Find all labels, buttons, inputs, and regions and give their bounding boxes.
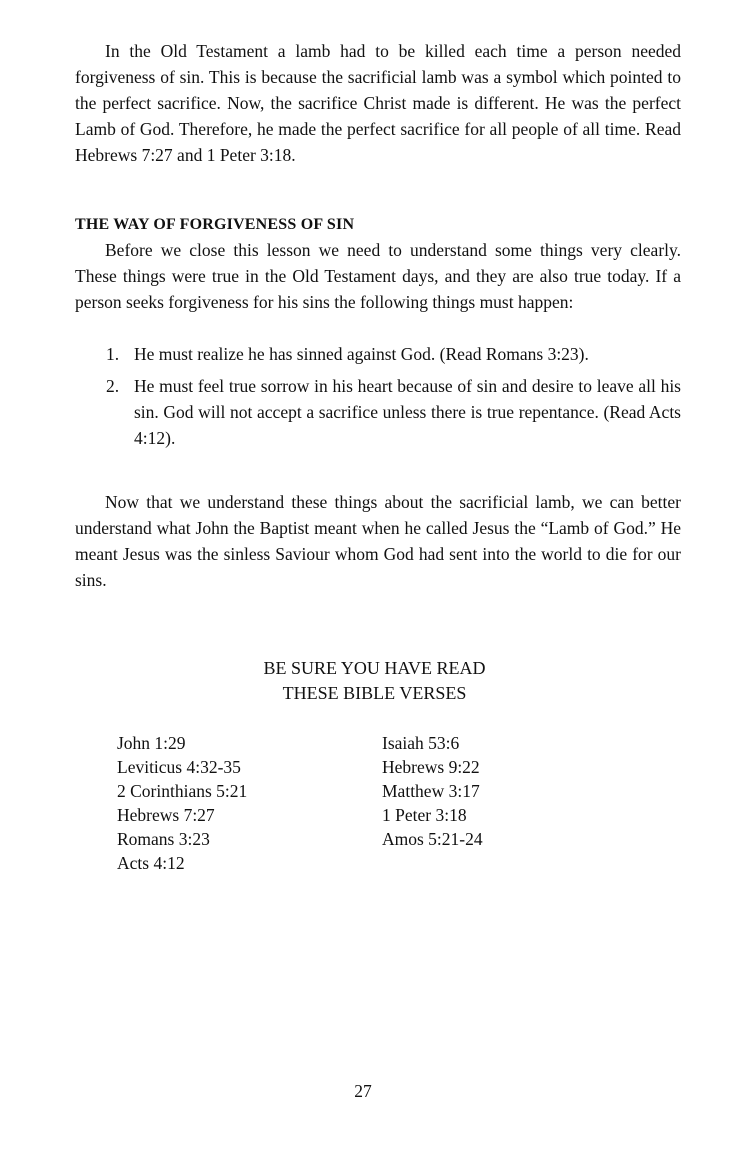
verses-title-line: BE SURE YOU HAVE READ <box>263 658 486 678</box>
verse-ref: Hebrews 9:22 <box>382 757 480 777</box>
list-text: He must realize he has sinned against God. (Read Romans 3:23). <box>134 344 589 364</box>
verses-title-line: THESE BIBLE VERSES <box>282 683 467 703</box>
verse-ref: Hebrews 7:27 <box>117 805 215 825</box>
forgiveness-paragraph <box>75 237 681 315</box>
verse-ref: Acts 4:12 <box>117 853 185 873</box>
verse-ref: 2 Corinthians 5:21 <box>117 781 248 801</box>
intro-paragraph <box>75 38 681 168</box>
paragraph-text: Now that we understand these things about the sacrificial lamb, we can better understand what John the Baptist meant when he called Jesus the “Lamb of God.” He meant Jesus was the sinless Saviour whom God had sent into the world to die for our sins. <box>75 492 681 590</box>
verse-ref: Matthew 3:17 <box>382 781 480 801</box>
conclusion-paragraph <box>75 489 681 593</box>
list-item <box>106 373 681 451</box>
list-number: 2. <box>106 376 120 396</box>
list-number: 1. <box>106 344 120 364</box>
verse-ref: John 1:29 <box>117 733 186 753</box>
paragraph-text: Before we close this lesson we need to understand some things very clearly. These things were true in the Old Testament days, and they are also true today. If a person seeks forgiveness for his sins the following things must happen: <box>75 240 681 312</box>
verse-ref: Romans 3:23 <box>117 829 210 849</box>
verse-ref: Amos 5:21-24 <box>382 829 483 849</box>
verses-title <box>0 656 749 706</box>
verse-ref: Isaiah 53:6 <box>382 733 460 753</box>
requirements-list <box>106 341 681 457</box>
list-item <box>106 341 681 367</box>
verses-right-column <box>382 731 483 851</box>
page-number: 27 <box>354 1081 372 1101</box>
section-heading: THE WAY OF FORGIVENESS OF SIN <box>75 216 355 233</box>
paragraph-text: In the Old Testament a lamb had to be killed each time a person needed forgiveness of sin. This is because the sacrificial lamb was a symbol which pointed to the perfect sacrifice. Now, the sacrifice Christ made is different. He was the perfect Lamb of God. Therefore, he made the perfect sacrifice for all people of all time. Read Hebrews 7:27 and 1 Peter 3:18. <box>75 41 681 165</box>
verses-left-column <box>117 731 247 875</box>
verse-ref: Leviticus 4:32-35 <box>117 757 241 777</box>
verse-ref: 1 Peter 3:18 <box>382 805 467 825</box>
list-text: He must feel true sorrow in his heart because of sin and desire to leave all his sin. God will not accept a sacrifice unless there is true repentance. (Read Acts 4:12). <box>134 376 681 448</box>
